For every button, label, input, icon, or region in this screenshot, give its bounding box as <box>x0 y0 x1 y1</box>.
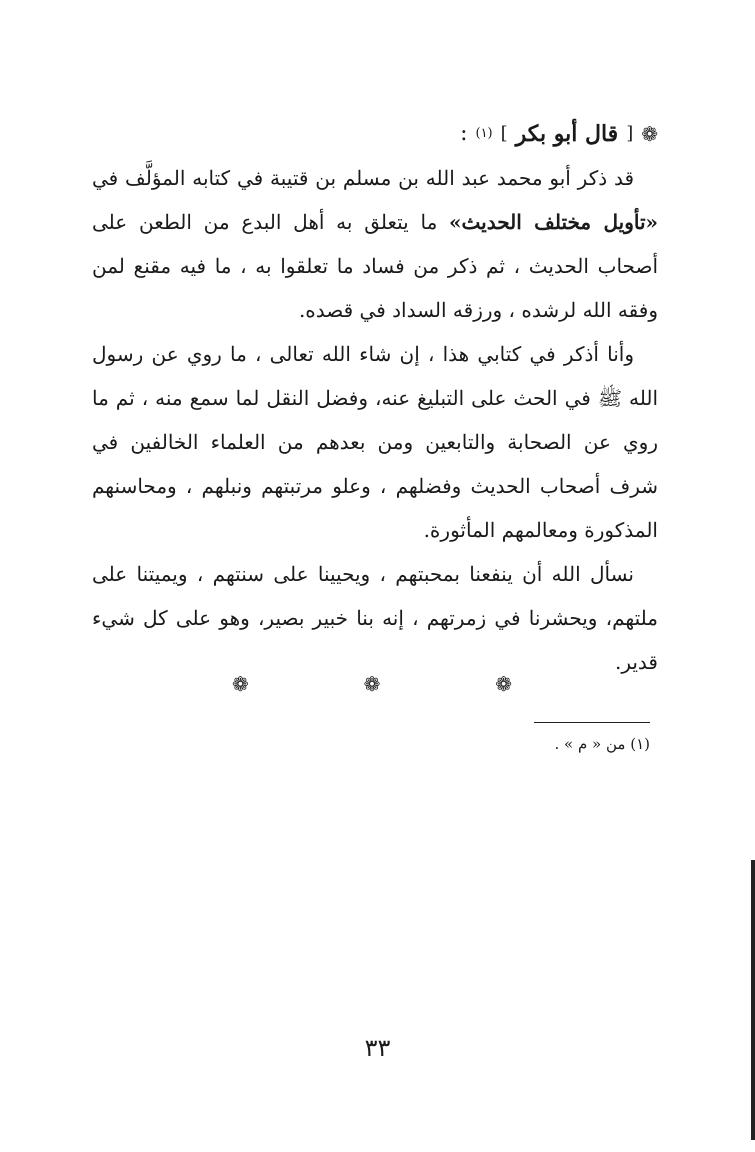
paragraph-3: نسأل الله أن ينفعنا بمحبتهم ، ويحيينا على سنتهم ، ويميتنا على ملتهم، ويحشرنا في زمرتهم ، إنه بنا خبير بصير، وهو على كل شيء قدير. <box>92 562 658 674</box>
divider-flower-icon: ❁ <box>495 672 512 696</box>
paragraph-1-start: قد ذكر أبو محمد عبد الله بن مسلم بن قتيبة في كتابه المؤلَّف في <box>92 166 634 190</box>
section-divider <box>232 672 512 696</box>
page-number: ٣٣ <box>364 1034 391 1062</box>
page-edge-shadow <box>751 860 755 1140</box>
section-heading <box>92 112 658 156</box>
footnote: (١) من « م » . <box>554 735 650 753</box>
bracket-close: ] <box>500 123 508 144</box>
paragraph-1 <box>92 156 658 332</box>
footnote-reference: (١) <box>475 126 493 141</box>
divider-flower-icon: ❁ <box>232 672 249 696</box>
divider-flower-icon: ❁ <box>363 672 381 696</box>
main-text <box>92 112 658 684</box>
heading-colon: : <box>460 121 468 146</box>
book-title: «تأويل مختلف الحديث» <box>449 210 659 234</box>
paragraph-1-end: ما يتعلق به أهل البدع من الطعن على أصحاب الحديث ، ثم ذكر من فساد ما تعلقوا به ، ما فيه مقنع لمن وفقه الله لرشده ، ورزقه السداد في قصده. <box>92 210 658 322</box>
paragraph-2: وأنا أذكر في كتابي هذا ، إن شاء الله تعالى ، ما روي عن رسول الله ﷺ في الحث على التبليغ عنه، وفضل النقل لما سمع منه ، ثم ما روي عن الصحابة والتابعين ومن بعدهم من العلماء الخالفين في شرف أصحاب الحديث وفضلهم ، وعلو مرتبتهم ونبلهم ، ومحاسنهم المذكورة ومعالمهم المأثورة. <box>92 342 658 542</box>
heading-title: قال أبو بكر <box>515 121 619 147</box>
footnote-separator <box>534 722 650 723</box>
bracket-open: [ <box>626 123 634 144</box>
flower-ornament-icon: ❁ <box>641 122 658 146</box>
